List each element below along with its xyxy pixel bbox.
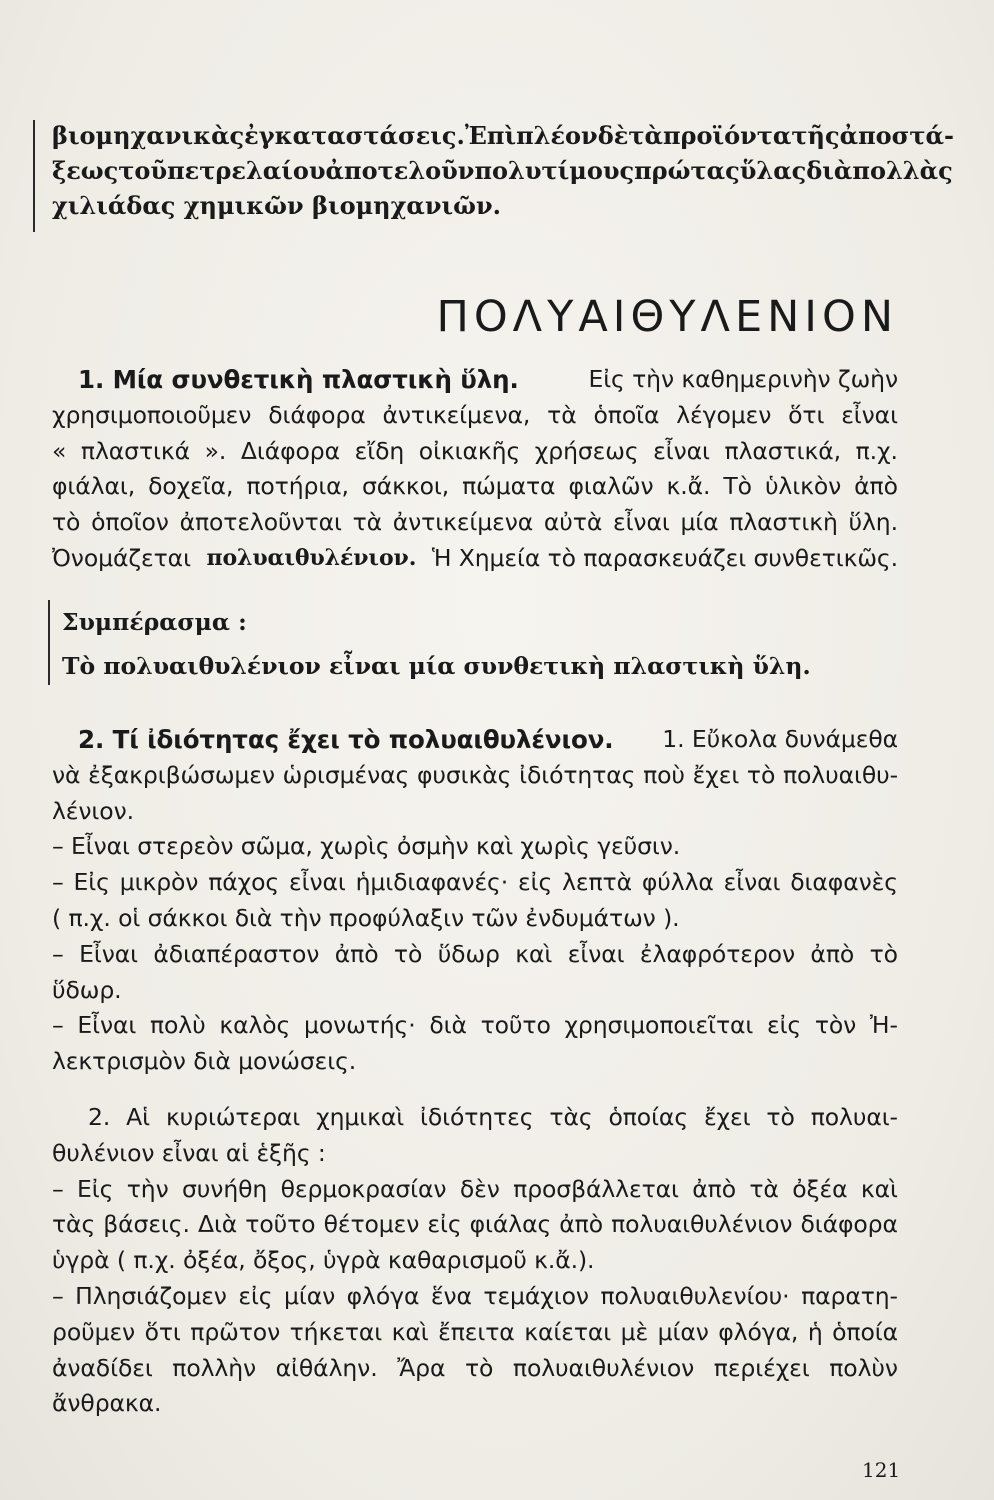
- section-2-line: λένιον.: [52, 796, 134, 825]
- section-1-line: χρησιμοποιοῦμεν διάφορα ἀντικείμενα, τὰ ὁποῖα λέγομεν ὅτι εἶναι: [52, 400, 898, 429]
- section-2-line: ὕδωρ.: [52, 975, 122, 1004]
- page-title: ΠΟΛΥΑΙΘΥΛΕΝΙΟΝ: [436, 292, 898, 342]
- intro-line: ξεως τοῦ πετρελαίου ἀποτελοῦν πολυτίμους πρώτας ὕλας διὰ πολλὰς: [52, 156, 953, 185]
- sidebar-rule-intro: [33, 120, 35, 232]
- polyethylene-term: πολυαιθυλένιον.: [206, 544, 417, 571]
- section-2-line: – Εἶναι ἀδιαπέραστον ἀπὸ τὸ ὕδωρ καὶ εἶναι ἐλαφρότερον ἀπὸ τὸ: [52, 939, 898, 968]
- section-1-line: φιάλαι, δοχεῖα, ποτήρια, σάκκοι, πώματα φιαλῶν κ.ἄ. Τὸ ὑλικὸν ἀπὸ: [52, 472, 898, 501]
- section-3-line: ὑγρὰ ( π.χ. ὀξέα, ὄξος, ὑγρὰ καθαρισμοῦ κ.ἄ.).: [52, 1246, 595, 1275]
- section-2-line: – Εἰς μικρὸν πάχος εἶναι ἡμιδιαφανές· εἰς λεπτὰ φύλλα εἶναι διαφανὲς: [52, 868, 898, 897]
- section-3-line: – Πλησιάζομεν εἰς μίαν φλόγα ἕνα τεμάχιον πολυαιθυλενίου· παρατη-: [52, 1281, 898, 1310]
- section-1-heading: 1. Μία συνθετικὴ πλαστικὴ ὕλη.: [78, 365, 519, 394]
- section-2-line: – Εἶναι πολὺ καλὸς μονωτής· διὰ τοῦτο χρησιμοποιεῖται εἰς τὸν Ἠ-: [52, 1011, 898, 1040]
- section-1-line: τὸ ὁποῖον ἀποτελοῦνται τὰ ἀντικείμενα αὐτὰ εἶναι μία πλαστικὴ ὕλη.: [52, 508, 898, 537]
- section-1-line: « πλαστικά ». Διάφορα εἴδη οἰκιακῆς χρήσεως εἶναι πλαστικά, π.χ.: [52, 436, 898, 465]
- section-1: [52, 362, 898, 577]
- section-3-line: ἄνθρακα.: [52, 1389, 162, 1418]
- section-3-line: ἀναδίδει πολλὴν αἰθάλην. Ἄρα τὸ πολυαιθυλένιον περιέχει πολὺν: [52, 1353, 898, 1382]
- section-2-line: – Εἶναι στερεὸν σῶμα, χωρὶς ὀσμὴν καὶ χωρὶς γεῦσιν.: [52, 832, 681, 861]
- section-3-line: – Εἰς τὴν συνήθη θερμοκρασίαν δὲν προσβάλλεται ἀπὸ τὰ ὀξέα καὶ: [52, 1174, 898, 1203]
- section-2-heading: 2. Τί ἰδιότητας ἔχει τὸ πολυαιθυλένιον.: [78, 725, 614, 754]
- intro-line: χιλιάδας χημικῶν βιομηχανιῶν.: [52, 191, 501, 220]
- section-1-first-line-rest: Εἰς τὴν καθημερινὴν ζωὴν: [588, 365, 898, 393]
- section-3: [52, 1100, 898, 1422]
- section-2-line: νὰ ἐξακριβώσωμεν ὡρισμένας φυσικὰς ἰδιότητας ποὺ ἔχει τὸ πολυαιθυ-: [52, 760, 898, 789]
- section-2-line: λεκτρισμὸν διὰ μονώσεις.: [52, 1047, 357, 1076]
- section-3-line: θυλένιον εἶναι αἱ ἑξῆς :: [52, 1138, 326, 1167]
- section-1-last-line-end: Ἡ Χημεία τὸ παρασκευάζει συνθετικῶς.: [431, 543, 898, 572]
- section-2: [52, 722, 898, 1080]
- conclusion-label: Συμπέρασμα :: [62, 608, 247, 636]
- section-3-line: 2. Αἱ κυριώτεραι χημικαὶ ἰδιότητες τὰς ὁποίας ἔχει τὸ πολυαι-: [88, 1103, 898, 1131]
- section-2-first-line: [52, 722, 898, 758]
- section-2-line: ( π.χ. οἱ σάκκοι διὰ τὴν προφύλαξιν τῶν ἐνδυμάτων ).: [52, 903, 680, 932]
- section-1-last-line: [52, 541, 898, 577]
- page-number: 121: [862, 1458, 901, 1482]
- section-1-last-line-start: Ὀνομάζεται: [52, 543, 191, 572]
- section-1-first-line: [52, 362, 898, 398]
- conclusion-box: [62, 602, 908, 686]
- sidebar-rule-conclusion: [48, 600, 50, 685]
- section-3-line: τὰς βάσεις. Διὰ τοῦτο θέτομεν εἰς φιάλας ἀπὸ πολυαιθυλένιον διάφορα: [52, 1210, 898, 1239]
- intro-paragraph: [52, 118, 954, 223]
- section-3-line: ροῦμεν ὅτι πρῶτον τήκεται καὶ ἔπειτα καίεται μὲ μίαν φλόγα, ἡ ὁποία: [52, 1317, 898, 1346]
- section-2-first-line-rest: 1. Εὔκολα δυνάμεθα: [662, 725, 898, 753]
- intro-line: βιομηχανικὰς ἐγκαταστάσεις. Ἐπὶ πλέον δὲ τὰ προϊόντα τῆς ἀποστά-: [52, 121, 954, 150]
- conclusion-text: Τὸ πολυαιθυλένιον εἶναι μία συνθετικὴ πλαστικὴ ὕλη.: [62, 652, 811, 680]
